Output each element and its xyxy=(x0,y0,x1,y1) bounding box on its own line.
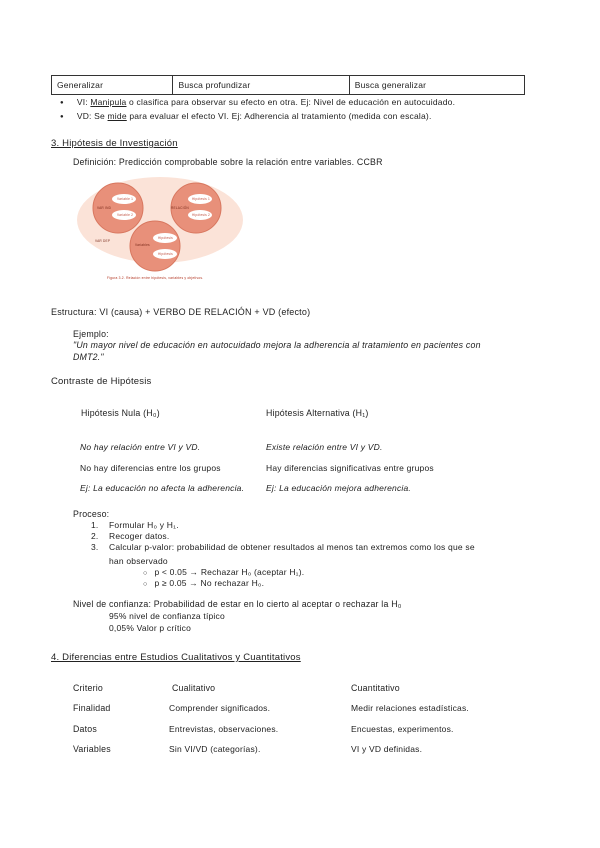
contrast-header-null: Hipótesis Nula (H₀) xyxy=(81,408,160,418)
diagram-label: Variable 1 xyxy=(117,197,134,201)
list-item-vi: ● VI: Manipula o clasifica para observar su efecto en otra. Ej: Nivel de educación en autocuidado. xyxy=(60,96,455,110)
diagram-label: Hipótesis 1 xyxy=(192,197,210,201)
contrast-cell: Existe relación entre VI y VD. xyxy=(266,442,383,452)
diagram-label: Hipótesis xyxy=(158,236,173,240)
contrast-cell: Ej: La educación no afecta la adherencia. xyxy=(80,483,245,493)
table-cell: Comprender significados. xyxy=(169,703,271,713)
table-row xyxy=(52,76,525,95)
table-cell: Sin VI/VD (categorías). xyxy=(169,744,261,754)
diagram-label: VAR IND xyxy=(97,206,112,210)
diagram-caption: Figura 3.2. Relación entre hipótesis, variables y objetivos. xyxy=(107,276,204,280)
diagram-label: VAR DEP xyxy=(95,239,111,243)
contrast-cell: Hay diferencias significativas entre grupos xyxy=(266,463,434,473)
contrast-cell: No hay diferencias entre los grupos xyxy=(80,463,221,473)
section-title-hypothesis: 3. Hipótesis de Investigación xyxy=(51,138,178,149)
table-cell: Finalidad xyxy=(73,703,111,713)
table-cell: VI y VD definidas. xyxy=(351,744,423,754)
comparison-table-fragment xyxy=(51,75,525,95)
table-cell: Encuestas, experimentos. xyxy=(351,724,454,734)
confidence-level: 95% nivel de confianza típico xyxy=(109,611,225,621)
sub-item-no-reject: ○ p ≥ 0.05 → No rechazar H₀. xyxy=(143,578,264,588)
contrast-title: Contraste de Hipótesis xyxy=(51,376,152,387)
hypothesis-definition: Definición: Predicción comprobable sobre la relación entre variables. CCBR xyxy=(73,157,383,167)
table-cell: Busca generalizar xyxy=(349,76,524,95)
diagram-label: Variables xyxy=(135,243,150,247)
example-text-line1: "Un mayor nivel de educación en autocuidado mejora la adherencia al tratamiento en pacientes con xyxy=(73,340,481,350)
variables-list xyxy=(60,96,455,124)
section-title-differences: 4. Diferencias entre Estudios Cualitativos y Cuantitativos xyxy=(51,652,301,663)
list-item: 2. Recoger datos. xyxy=(91,531,170,541)
diagram-label: Hipótesis 2 xyxy=(192,213,210,217)
list-item: 1. Formular H₀ y H₁. xyxy=(91,520,179,530)
process-label: Proceso: xyxy=(73,509,110,519)
sub-item-reject: ○ p < 0.05 → Rechazar H₀ (aceptar H₁). xyxy=(143,567,304,577)
hypothesis-structure: Estructura: VI (causa) + VERBO DE RELACIÓN + VD (efecto) xyxy=(51,307,311,317)
table-cell: Variables xyxy=(73,744,111,754)
diagram-label: Variable 2 xyxy=(117,213,134,217)
table-cell: Generalizar xyxy=(52,76,173,95)
diagram-graphic xyxy=(75,176,245,281)
contrast-cell: No hay relación entre VI y VD. xyxy=(80,442,201,452)
table-header: Criterio xyxy=(73,683,103,693)
confidence-definition: Nivel de confianza: Probabilidad de estar en lo cierto al aceptar o rechazar la H₀ xyxy=(73,599,402,609)
contrast-cell: Ej: La educación mejora adherencia. xyxy=(266,483,411,493)
list-item: 3. Calcular p-valor: probabilidad de obtener resultados al menos tan extremos como los que se xyxy=(91,542,475,552)
diagram-label: RELACIÓN xyxy=(171,206,189,210)
list-item-vd: ● VD: Se mide para evaluar el efecto VI. Ej: Adherencia al tratamiento (medida con escala). xyxy=(60,110,455,124)
contrast-header-alt: Hipótesis Alternativa (H₁) xyxy=(266,408,369,418)
process-steps xyxy=(91,520,475,553)
table-header: Cuantitativo xyxy=(351,683,400,693)
example-text-line2: DMT2." xyxy=(73,352,104,362)
diagram-label: Hipótesis xyxy=(158,252,173,256)
step3-continuation: han observado xyxy=(109,556,168,566)
table-cell: Busca profundizar xyxy=(173,76,349,95)
critical-p-value: 0,05% Valor p crítico xyxy=(109,623,191,633)
example-label: Ejemplo: xyxy=(73,329,109,339)
table-header: Cualitativo xyxy=(172,683,216,693)
table-cell: Entrevistas, observaciones. xyxy=(169,724,279,734)
table-cell: Datos xyxy=(73,724,97,734)
hypothesis-diagram xyxy=(75,176,245,281)
table-cell: Medir relaciones estadísticas. xyxy=(351,703,469,713)
